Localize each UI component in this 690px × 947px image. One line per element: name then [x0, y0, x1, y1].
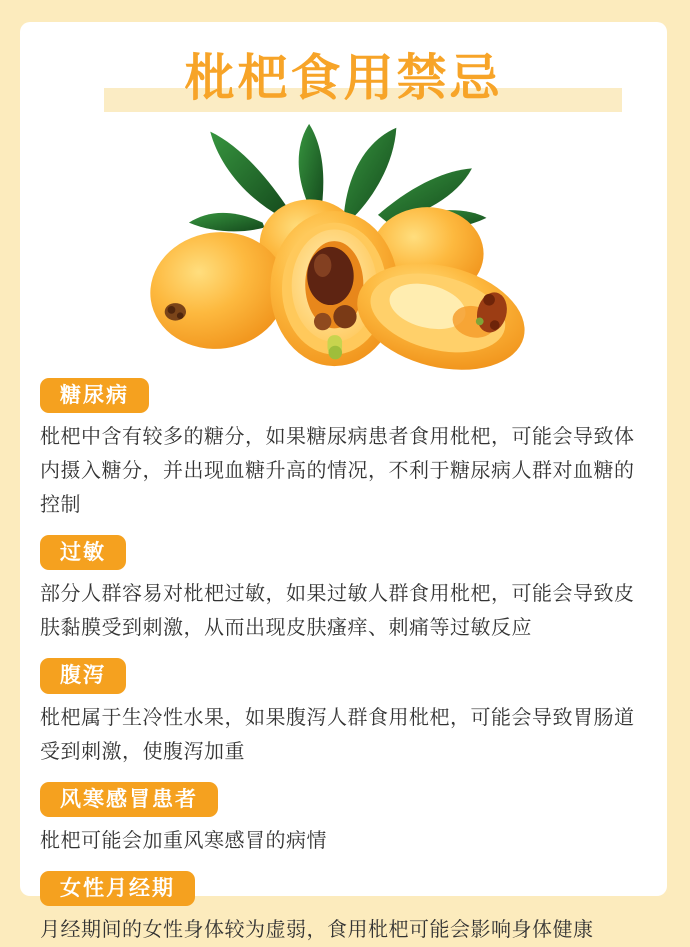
section-label-badge: 腹泻	[40, 658, 126, 693]
page-title: 枇杷食用禁忌	[184, 50, 503, 106]
section-label-badge: 糖尿病	[40, 378, 149, 413]
taboo-section-menstruation	[40, 871, 647, 947]
section-text: 枇杷可能会加重风寒感冒的病情	[40, 829, 327, 852]
loquat-image	[144, 118, 544, 370]
sections-list	[20, 378, 667, 947]
section-text: 部分人群容易对枇杷过敏，如果过敏人群食用枇杷，可能会导致皮肤黏膜受到刺激，从而出现皮肤瘙痒、刺痛等过敏反应	[40, 583, 635, 640]
taboo-section-diabetes	[40, 378, 647, 522]
section-label-badge: 过敏	[40, 535, 126, 570]
taboo-section-diarrhea	[40, 658, 647, 768]
card	[20, 22, 667, 941]
section-text: 月经期间的女性身体较为虚弱，食用枇杷可能会影响身体健康	[40, 918, 594, 941]
title-block	[20, 46, 667, 114]
section-text: 枇杷属于生冷性水果，如果腹泻人群食用枇杷，可能会导致胃肠道受到刺激，使腹泻加重	[40, 706, 635, 763]
taboo-section-allergy	[40, 535, 647, 645]
section-label-badge: 风寒感冒患者	[40, 782, 218, 817]
section-text: 枇杷中含有较多的糖分，如果糖尿病患者食用枇杷，可能会导致体内摄入糖分，并出现血糖升高的情况，不利于糖尿病人群对血糖的控制	[40, 426, 635, 517]
section-label-badge: 女性月经期	[40, 871, 195, 906]
taboo-section-cold	[40, 782, 647, 858]
